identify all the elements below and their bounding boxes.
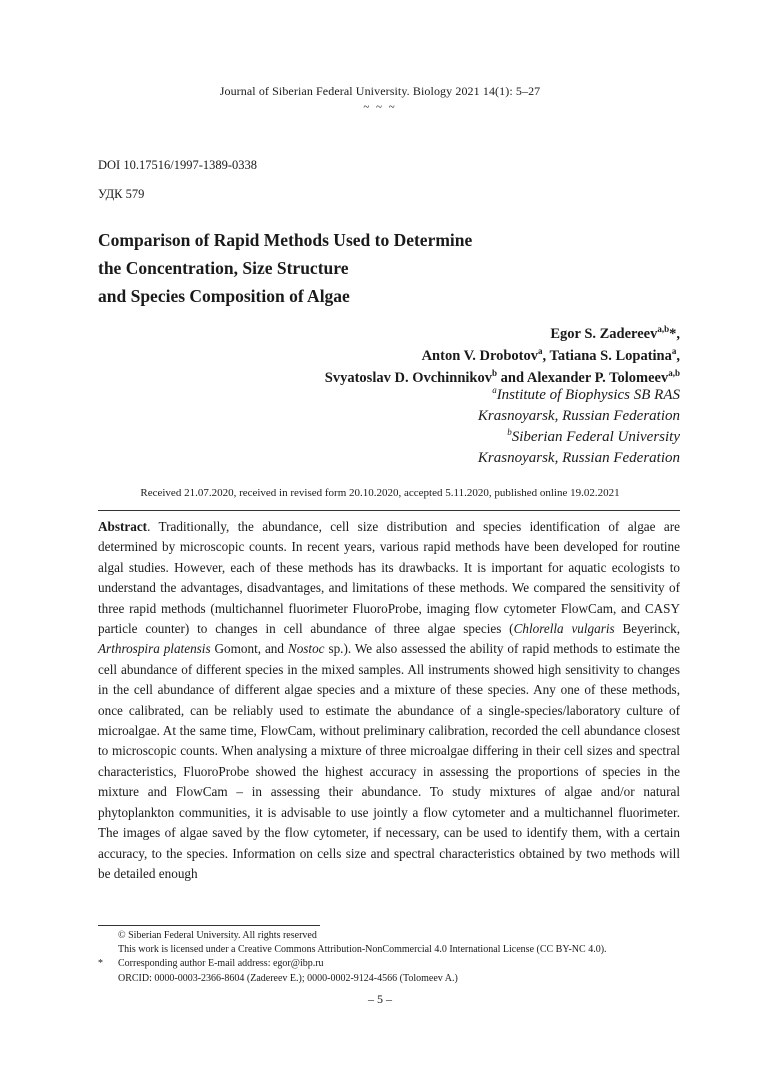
author-name: Alexander P. Tolomeev [526,370,669,386]
author-separator: *, [669,326,680,342]
author-line [325,345,680,367]
divider [98,510,680,511]
author-affil-mark: a,b [668,368,680,378]
author-separator: , [542,348,550,364]
orcid-note: ORCID: 0000-0003-2366-8604 (Zadereev E.); 0000-0002-9124-4566 (Tolomeev A.) [118,972,458,984]
species-name: Nostoc [287,641,325,657]
abstract-label: Abstract [98,519,148,534]
journal-header: Journal of Siberian Federal University. Biology 2021 14(1): 5–27 [219,84,541,98]
affil-mark: b [507,427,512,437]
author-name: Anton V. Drobotov [421,348,539,364]
author-name: Svyatoslav D. Ovchinnikov [324,370,492,386]
author-affil-mark: a,b [657,324,670,334]
corresponding-note: * Corresponding author E-mail address: egor@ibp.ru [98,957,698,971]
affiliation: Krasnoyarsk, Russian Federation [477,408,680,424]
affiliation-list [478,385,680,469]
header-ornament: ~ ~ ~ [363,101,397,113]
author-separator: , [676,348,680,364]
species-name: Arthrospira platensis [98,641,211,657]
title-line: and Species Composition of Algae [98,286,350,306]
author-name: Tatiana S. Lopatina [549,348,672,364]
author-separator: and [497,370,527,386]
author-list [325,323,680,389]
footnote-mark: * [98,958,103,970]
license-note: This work is licensed under a Creative Commons Attribution-NonCommercial 4.0 International License (CC BY-NC 4.0). [118,944,607,956]
author-affil-mark: b [491,368,497,378]
copyright-note: © Siberian Federal University. All rights reserved [118,930,317,941]
title-line: Comparison of Rapid Methods Used to Determine [98,230,473,250]
abstract: Abstract. Traditionally, the abundance, cell size distribution and species identification of algae are determined by microscopic counts. In recent years, various rapid methods have been developed for routine algal studies. However, each of these methods has its drawbacks. It is important for aquatic ecologists to understand the advantages, disadvantages, and limitations of these methods. We compared the sensitivity of three rapid methods (multichannel fluorimeter FluoroProbe, imaging flow cytometer FlowCam, and CASY particle counter) to changes in cell abundance of three algae species (Chlorella vulgaris Beyerinck, Arthrospira platensis Gomont, and Nostoc sp.). We also assessed the ability of rapid methods to estimate the cell abundance of different species in the mixed samples. All instruments showed high sensitivity to changes in the cell abundance of different algae species and a mixture of these species. Any one of these methods, once calibrated, can be reliably used to estimate the abundance of a single-species/laboratory culture of microalgae. At the same time, FlowCam, without preliminary calibration, recorded the cell abundance closest to microscopic counts. When analysing a mixture of three microalgae differing in their cell sizes and spectral characteristics, FluoroProbe showed the highest accuracy in assessing the proportions of species in the mixture and FlowCam – in assessing their abundance. To study mixtures of algae and/or natural phytoplankton communities, it is advisable to use jointly a flow cytometer and a multichannel fluorimeter. The images of algae saved by the flow cytometer, if necessary, can be used to identify them, with a certain accuracy, to the species. Information on cells size and spectral characteristics obtained by two methods will be detailed enough [98,519,680,881]
author-name: Egor S. Zadereev [550,326,658,342]
footnotes [98,929,698,986]
affiliation: $^b$Siberian Federal University [507,427,680,445]
affiliation: Krasnoyarsk, Russian Federation [477,450,680,466]
affil-mark: a [492,385,497,395]
species-name: Chlorella vulgaris [513,621,615,637]
page-number: – 5 – [368,992,392,1006]
title-line: the Concentration, Size Structure [98,258,349,278]
received-dates: Received 21.07.2020, received in revised form 20.10.2020, accepted 5.11.2020, published online 19.02.2021 [140,487,620,499]
udk-code: УДК 579 [98,187,145,201]
author-affil-mark: a [538,346,543,356]
doi: DOI 10.17516/1997-1389-0338 [98,158,258,172]
author-affil-mark: a [671,346,677,356]
footnote-divider [98,925,320,926]
author-line [325,323,680,345]
affiliation: $^a$Institute of Biophysics SB RAS [492,385,680,403]
paper-title [98,226,618,310]
